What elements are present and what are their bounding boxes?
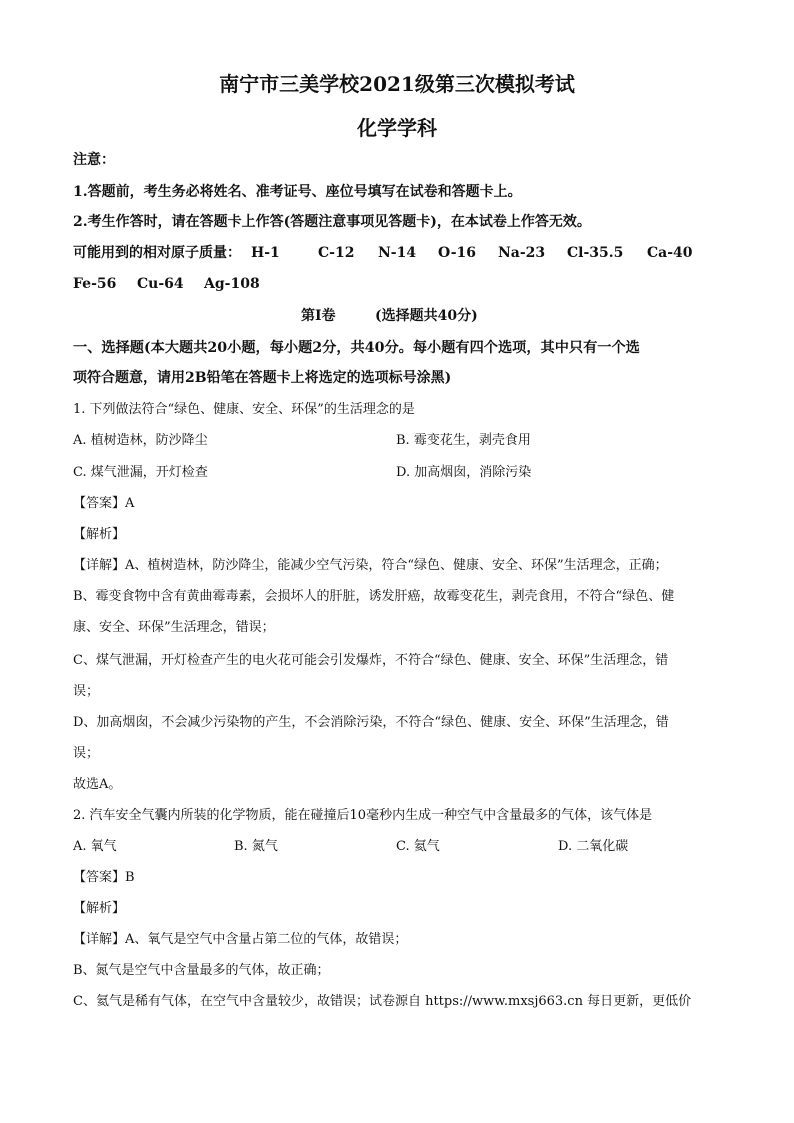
- q1-detail-line: 误；: [73, 746, 100, 761]
- atomic-masses-row-2: [73, 274, 373, 294]
- q1-detail-line: 康、安全、环保”生活理念，错误；: [73, 620, 275, 635]
- atomic-mass: N-14: [378, 245, 417, 261]
- section-instructions-2: 项符合题意，请用2B铅笔在答题卡上将选定的选项标号涂黑): [73, 370, 452, 386]
- q2-option-b: B. 氮气: [234, 839, 278, 854]
- exam-subject: 化学学科: [357, 116, 437, 140]
- q2-answer: 【答案】B: [73, 870, 135, 885]
- q1-detail-line: D、加高烟囱，不会减少污染物的产生，不会消除污染，不符合“绿色、健康、安全、环保”生活理念，错: [73, 715, 669, 730]
- atomic-mass: C-12: [318, 245, 355, 261]
- q1-option-b: B. 霉变花生，剥壳食用: [396, 433, 531, 448]
- section-name: 第Ⅰ卷: [301, 308, 336, 324]
- atomic-mass: Cl-35.5: [567, 245, 624, 261]
- section-title: [0, 306, 794, 326]
- section-instructions-1: 一、选择题(本大题共20小题，每小题2分，共40分。每小题有四个选项，其中只有一个选: [73, 340, 640, 356]
- q2-detail-line: C、氦气是稀有气体，在空气中含量较少，故错误；试卷源自 https://www.mxsj663.cn 每日更新，更低价: [73, 994, 692, 1009]
- atomic-masses-row-1: [73, 243, 721, 263]
- atomic-mass: O-16: [438, 245, 477, 261]
- q1-stem: 1. 下列做法符合“绿色、健康、安全、环保”的生活理念的是: [73, 402, 415, 417]
- q1-option-d: D. 加高烟囱，消除污染: [396, 465, 532, 480]
- q2-option-c: C. 氦气: [396, 839, 440, 854]
- atomic-masses-label: 可能用到的相对原子质量：: [73, 245, 241, 261]
- q2-option-a: A. 氧气: [73, 839, 117, 854]
- q2-option-d: D. 二氧化碳: [558, 839, 629, 854]
- q1-option-c: C. 煤气泄漏，开灯检查: [73, 465, 208, 480]
- q1-detail-line: 故选A。: [73, 777, 122, 792]
- q1-detail-line: B、霉变食物中含有黄曲霉毒素，会损坏人的肝脏，诱发肝癌，故霉变花生，剥壳食用，不符合“绿色、健: [73, 589, 675, 604]
- q2-stem: 2. 汽车安全气囊内所装的化学物质，能在碰撞后10毫秒内生成一种空气中含量最多的气体，该气体是: [73, 808, 653, 823]
- q1-option-a: A. 植树造林，防沙降尘: [73, 433, 208, 448]
- notice-heading: 注意：: [73, 152, 115, 168]
- atomic-mass: Fe-56: [73, 276, 117, 292]
- q1-analysis-label: 【解析】: [73, 527, 126, 542]
- q2-analysis-label: 【解析】: [73, 901, 126, 916]
- notice-item-1: 1.答题前，考生务必将姓名、准考证号、座位号填写在试卷和答题卡上。: [73, 184, 522, 200]
- q1-detail-line: 误；: [73, 684, 100, 699]
- exam-title: 南宁市三美学校2021级第三次模拟考试: [219, 72, 575, 96]
- q2-detail-line: 【详解】A、氧气是空气中含量占第二位的气体，故错误；: [73, 932, 408, 947]
- atomic-mass: Na-23: [498, 245, 546, 261]
- q2-detail-line: B、氮气是空气中含量最多的气体，故正确；: [73, 963, 330, 978]
- q1-detail-line: C、煤气泄漏，开灯检查产生的电火花可能会引发爆炸，不符合“绿色、健康、安全、环保”生活理念，错: [73, 653, 669, 668]
- atomic-mass: Ca-40: [647, 245, 693, 261]
- q1-answer: 【答案】A: [73, 496, 135, 511]
- q1-detail-line: 【详解】A、植树造林，防沙降尘，能减少空气污染，符合“绿色、健康、安全、环保”生活理念，正确；: [73, 558, 668, 573]
- section-note: (选择题共40分): [375, 308, 478, 324]
- atomic-mass: Ag-108: [204, 276, 260, 292]
- atomic-mass: H-1: [251, 245, 280, 261]
- notice-item-2: 2.考生作答时，请在答题卡上作答(答题注意事项见答题卡)，在本试卷上作答无效。: [73, 214, 591, 230]
- atomic-mass: Cu-64: [137, 276, 184, 292]
